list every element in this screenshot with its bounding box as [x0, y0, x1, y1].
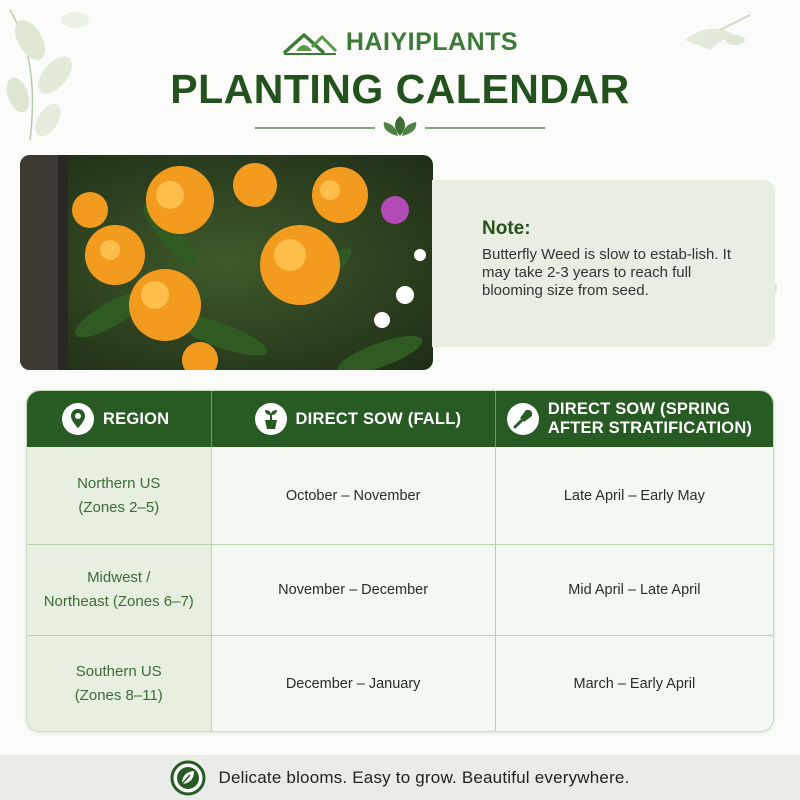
- column-header-fall: [211, 391, 495, 447]
- butterfly-weed-photo: [20, 155, 433, 370]
- page-title: PLANTING CALENDAR: [170, 66, 630, 112]
- footer-tagline: Delicate blooms. Easy to grow. Beautiful everywhere.: [218, 767, 630, 787]
- table-body: [27, 447, 773, 731]
- location-pin-icon: [61, 402, 95, 436]
- region-name: Southern US: [75, 662, 162, 680]
- house-leaf-icon: [282, 29, 338, 57]
- table-row: [27, 544, 773, 635]
- region-zones: Northeast (Zones 6–7): [43, 593, 194, 610]
- planting-table: [26, 390, 774, 732]
- leaf-divider-icon: [250, 114, 550, 140]
- column-header-label: DIRECT SOW (FALL): [295, 409, 462, 428]
- brand-header: [0, 28, 800, 57]
- column-header-spring: [495, 391, 773, 447]
- spring-cell: March – Early April: [495, 636, 773, 731]
- footer-banner: [0, 755, 800, 800]
- region-zones: (Zones 2–5): [78, 498, 160, 516]
- region-name: Midwest /: [87, 569, 151, 586]
- brand-name: HAIYIPLANTS: [345, 28, 519, 56]
- table-row: [27, 635, 773, 731]
- flower-photo-icon: [20, 155, 433, 370]
- column-header-label: REGION: [103, 409, 170, 428]
- seedling-pot-icon: [254, 402, 288, 436]
- note-box: [432, 180, 775, 347]
- region-name: Northern US: [77, 474, 161, 492]
- table-row: [27, 447, 773, 544]
- note-text: Butterfly Weed is slow to estab-lish. It may take 2-3 years to reach full blooming size from seed.: [482, 246, 731, 299]
- trowel-icon: [506, 402, 540, 436]
- region-cell: [27, 545, 211, 635]
- leaf-badge-icon: [170, 760, 206, 796]
- fall-cell: December – January: [211, 636, 495, 731]
- note-title: Note:: [482, 218, 531, 239]
- fall-cell: October – November: [211, 447, 495, 544]
- table-header: [27, 391, 773, 447]
- column-header-label: DIRECT SOW (SPRING AFTER STRATIFICATION): [547, 400, 753, 437]
- region-cell: [27, 636, 211, 731]
- spring-cell: Mid April – Late April: [495, 545, 773, 635]
- spring-cell: Late April – Early May: [495, 447, 773, 544]
- fall-cell: November – December: [211, 545, 495, 635]
- column-header-region: [27, 391, 211, 447]
- region-zones: (Zones 8–11): [74, 686, 163, 704]
- region-cell: [27, 447, 211, 544]
